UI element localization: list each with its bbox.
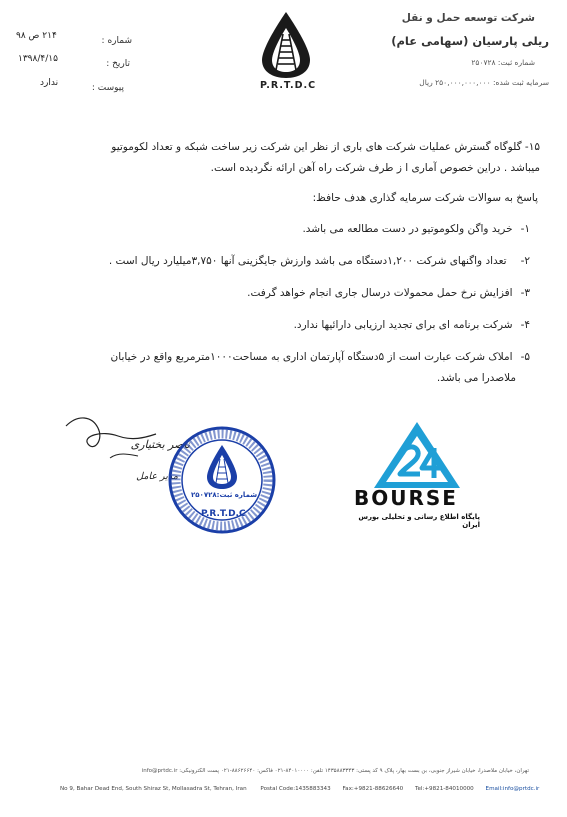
stamp-number: شماره ثبت:۲۵۰۷۲۸: [191, 491, 258, 499]
answer-number: ۱-: [520, 223, 530, 235]
answer-text: افزایش نرخ حمل محمولات درسال جاری انجام خواهد گرفت.: [247, 287, 513, 299]
bourse-logo: [352, 420, 482, 530]
stamp-caption: P.R.T.D.C: [201, 509, 246, 519]
answer-text: املاک شرکت عبارت است از ۵دستگاه آپارتمان اداری به مساحت۱۰۰۰مترمربع واقع در خیابان: [110, 351, 513, 363]
registered-capital: سرمایه ثبت شده: ۲۵۰,۰۰۰,۰۰۰,۰۰۰ ریال: [419, 78, 549, 87]
signatory-title: مدیر عامل: [136, 471, 178, 482]
logo-caption: P.R.T.D.C: [260, 80, 317, 91]
footer-fa-text: تهران، خیابان ملاصدرا، خیابان شیراز جنوبی، بن بست بهار، پلاک ۹ کد پستی: ۱۴۳۵۸۸۳۳۴۳ تلفن: ۸۴۰۱۰۰۰۰-۰۲۱ فاکس: ۸۸۶۲۶۶۴۰-۰۲۱ پست الکترونیکی:: [179, 768, 529, 774]
answer-number: ۲-: [520, 255, 530, 267]
answer-number: ۴-: [520, 319, 530, 331]
bourse-wordmark: BOURSE: [354, 486, 458, 510]
meta-date-label: تاریخ :: [106, 59, 130, 69]
answers-heading: پاسخ به سوالات شرکت سرمایه گذاری هدف حافظ:: [312, 192, 538, 204]
answer-text: تعداد واگنهای شرکت ۱,۲۰۰دستگاه می باشد وارزش جایگزینی آنها ۳,۷۵۰میلیارد ریال است .: [108, 255, 507, 267]
footer-en-tel: Tel:+9821-84010000: [414, 786, 474, 792]
answer-item-4: [40, 315, 530, 336]
meta-attachment-label: پیوست :: [91, 83, 124, 93]
company-stamp: [167, 425, 277, 535]
letter-body: [40, 137, 540, 389]
footer-en-email[interactable]: Email:info@prtdc.ir: [485, 786, 540, 792]
company-name-line2: ریلی پارسیان (سهامی عام): [391, 34, 549, 48]
answer-number: ۵-: [520, 351, 530, 363]
footer-persian-address: [60, 768, 529, 774]
answer-item-3: [40, 283, 530, 304]
intro-line-1: ۱۵- گلوگاه گسترش عملیات شرکت های باری از نظر این شرکت زیر ساخت شبکه و تعداد لکوموتیو: [111, 141, 540, 153]
footer-en-address: No 9, Bahar Dead End, South Shiraz St, Mollasadra St, Tehran, Iran: [60, 786, 247, 792]
train-drop-icon: [254, 10, 318, 80]
letter-meta: [14, 28, 132, 100]
meta-attachment-value: ندارد: [40, 78, 59, 88]
bourse-subtitle: پایگاه اطلاع رسانی و تحلیلی بورس ایران: [358, 513, 480, 529]
answer-text: شرکت برنامه ای برای تجدید ارزیابی دارائیها ندارد.: [293, 319, 513, 331]
answer-item-5: [40, 347, 530, 368]
footer-en-postal: Postal Code:1435883343: [260, 786, 331, 792]
footer-en-fax: Fax:+9821-88626640: [342, 786, 404, 792]
answer-text: خرید واگن ولکوموتیو در دست مطالعه می باشد.: [302, 223, 513, 235]
meta-number-label: شماره :: [101, 36, 132, 46]
answer-item-1: [40, 219, 530, 240]
intro-line-2: میباشد . دراین خصوص آماری ا ز طرف شرکت راه آهن ارائه نگردیده است.: [210, 162, 540, 174]
signatory-name: ناصر بختیاری: [130, 438, 190, 451]
footer-english-address: [60, 786, 539, 792]
answer-item-2: [40, 251, 530, 272]
answer-number: ۳-: [520, 287, 530, 299]
meta-date-value: ۱۳۹۸/۴/۱۵: [18, 54, 58, 64]
company-name-line1: شرکت توسعه حمل و نقل: [401, 12, 535, 24]
bourse-24-icon: [372, 420, 462, 490]
answer-item-5-cont: ملاصدرا می باشد.: [436, 372, 516, 384]
meta-number-value: ۲۱۴ ص ۹۸: [16, 31, 57, 41]
company-logo: [254, 10, 318, 90]
footer-fa-email[interactable]: info@prtdc.ir: [141, 768, 178, 774]
company-header: [349, 12, 549, 92]
registration-number: شماره ثبت: ۲۵۰۷۲۸: [471, 58, 535, 67]
